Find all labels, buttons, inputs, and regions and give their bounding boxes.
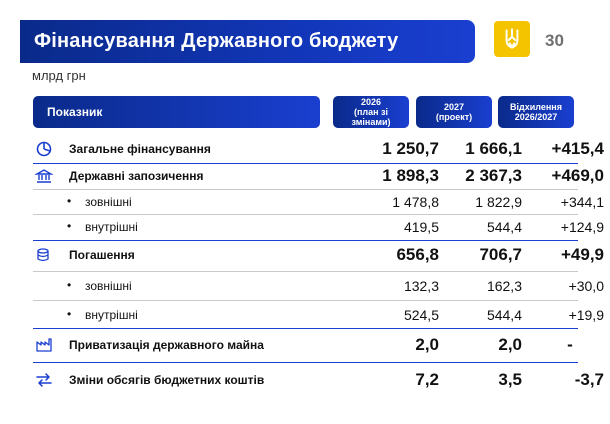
row-divider: [33, 362, 578, 363]
value-2027: 544,4: [486, 307, 522, 323]
value-2027: 3,5: [498, 370, 522, 389]
row-label: Зміни обсягів бюджетних коштів: [69, 373, 265, 387]
row-divider: [33, 163, 578, 164]
coins-icon: [35, 246, 53, 264]
table-row-borrowing-domestic: [33, 216, 604, 238]
row-label: зовнішні: [85, 279, 132, 293]
value-2027: 1 666,1: [465, 139, 522, 158]
row-divider: [33, 328, 578, 329]
value-2026: 1 898,3: [382, 166, 439, 185]
value-deviation: -: [567, 335, 573, 354]
bullet-icon: •: [67, 278, 72, 292]
bullet-icon: •: [67, 194, 72, 208]
row-label: Погашення: [69, 248, 135, 262]
value-2026: 1 478,8: [392, 194, 439, 210]
column-header-deviation: Відхилення 2026/2027: [498, 96, 574, 128]
value-deviation: -3,7: [574, 370, 604, 389]
bank-icon: [35, 167, 53, 185]
row-label: Приватизація державного майна: [69, 338, 264, 352]
value-2027: 2,0: [498, 335, 522, 354]
value-deviation: +124,9: [560, 219, 604, 235]
value-2027: 2 367,3: [465, 166, 522, 185]
value-2027: 706,7: [479, 245, 522, 264]
factory-icon: [35, 336, 53, 354]
row-label: внутрішні: [85, 220, 138, 234]
value-2026: 2,0: [415, 335, 439, 354]
row-label: Державні запозичення: [69, 169, 204, 183]
value-deviation: +19,9: [568, 307, 604, 323]
table-row-privatization: [33, 334, 578, 356]
row-divider: [33, 189, 578, 190]
pie-chart-icon: [35, 140, 53, 158]
row-divider: [33, 271, 578, 272]
value-deviation: +30,0: [568, 278, 604, 294]
value-deviation: +49,9: [560, 245, 604, 264]
table-row-total-financing: [33, 138, 604, 160]
column-header-2027: 2027 (проект): [416, 96, 492, 128]
table-row-borrowing-external: [33, 191, 604, 213]
unit-label: млрд грн: [32, 68, 86, 83]
value-deviation: +415,4: [551, 139, 604, 158]
table-row-repayment-external: [33, 275, 604, 297]
table-row-repayment-domestic: [33, 304, 604, 326]
row-divider: [33, 240, 578, 241]
value-2026: 656,8: [396, 245, 439, 264]
value-2027: 162,3: [486, 278, 522, 294]
exchange-arrows-icon: [35, 371, 53, 389]
value-2026: 132,3: [403, 278, 439, 294]
value-deviation: +344,1: [560, 194, 604, 210]
column-header-2026: 2026 (план зі змінами): [333, 96, 409, 128]
column-header-indicator: Показник: [33, 96, 320, 128]
page-title: Фінансування Державного бюджету: [34, 30, 399, 52]
row-divider: [33, 300, 578, 301]
bullet-icon: •: [67, 307, 72, 321]
value-2027: 1 822,9: [475, 194, 522, 210]
emblem-icon: [494, 21, 530, 57]
row-label: зовнішні: [85, 195, 132, 209]
table-row-repayment: [33, 244, 604, 266]
page-number: 30: [545, 31, 564, 50]
row-label: внутрішні: [85, 308, 138, 322]
value-2026: 1 250,7: [382, 139, 439, 158]
title-bar: [20, 20, 475, 63]
row-divider: [33, 214, 578, 215]
row-label: Загальне фінансування: [69, 142, 211, 156]
value-2026: 419,5: [403, 219, 439, 235]
value-2027: 544,4: [486, 219, 522, 235]
table-row-budget-funds-change: [33, 369, 604, 391]
value-2026: 524,5: [403, 307, 439, 323]
value-deviation: +469,0: [551, 166, 604, 185]
table-row-state-borrowing: [33, 165, 604, 187]
bullet-icon: •: [67, 219, 72, 233]
value-2026: 7,2: [415, 370, 439, 389]
